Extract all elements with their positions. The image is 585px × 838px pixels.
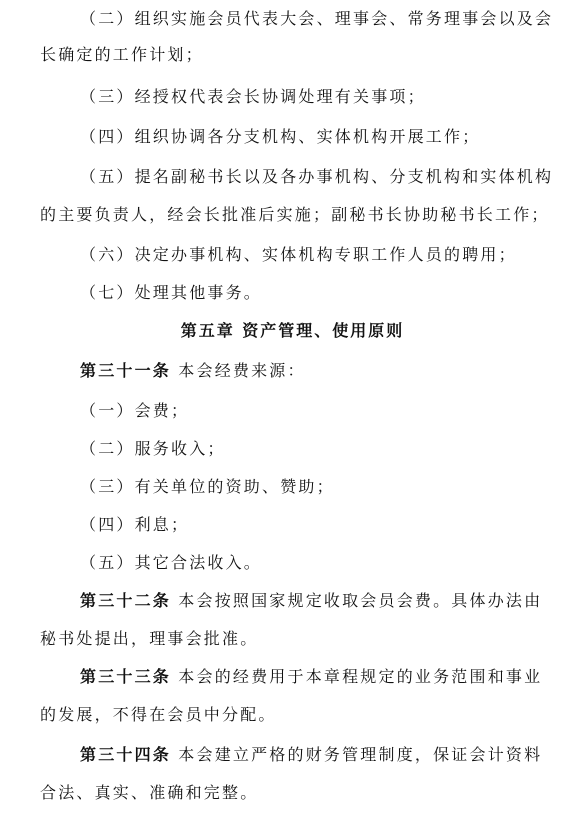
paragraph-line: （二）组织实施会员代表大会、理事会、常务理事会以及会 bbox=[80, 9, 554, 28]
article-text: 本会建立严格的财务管理制度，保证会计资料 bbox=[171, 745, 543, 764]
article-32 bbox=[80, 590, 550, 612]
article-text: 本会的经费用于本章程规定的业务范围和事业 bbox=[171, 667, 543, 686]
article-31 bbox=[80, 360, 550, 382]
paragraph-line: （五）提名副秘书长以及各办事机构、分支机构和实体机构 bbox=[80, 167, 554, 186]
list-item: （四）利息； bbox=[80, 515, 190, 534]
paragraph-line: 的主要负责人，经会长批准后实施；副秘书长协助秘书长工作； bbox=[40, 205, 550, 224]
article-33 bbox=[80, 666, 550, 688]
chapter-title: 第五章 资产管理、使用原则 bbox=[180, 321, 405, 340]
article-label: 第三十一条 bbox=[80, 361, 172, 380]
list-item: （一）会费； bbox=[80, 401, 190, 420]
paragraph-line: （四）组织协调各分支机构、实体机构开展工作； bbox=[80, 127, 481, 146]
list-item: （五）其它合法收入。 bbox=[80, 553, 263, 572]
article-34 bbox=[80, 744, 550, 766]
list-item: （二）服务收入； bbox=[80, 439, 226, 458]
article-label: 第三十三条 bbox=[80, 667, 172, 686]
paragraph-line: （七）处理其他事务。 bbox=[80, 283, 263, 302]
paragraph-line: （六）决定办事机构、实体机构专职工作人员的聘用； bbox=[80, 245, 517, 264]
paragraph-line: 长确定的工作计划； bbox=[40, 45, 204, 64]
paragraph-line: 的发展，不得在会员中分配。 bbox=[40, 705, 277, 724]
list-item: （三）有关单位的资助、赞助； bbox=[80, 477, 335, 496]
paragraph-line: 合法、真实、准确和完整。 bbox=[40, 783, 259, 802]
article-text: 本会按照国家规定收取会员会费。具体办法由 bbox=[171, 591, 543, 610]
paragraph-line: 秘书处提出，理事会批准。 bbox=[40, 629, 259, 648]
article-label: 第三十二条 bbox=[80, 591, 172, 610]
article-label: 第三十四条 bbox=[80, 745, 172, 764]
article-text: 本会经费来源： bbox=[171, 361, 306, 380]
paragraph-line: （三）经授权代表会长协调处理有关事项； bbox=[80, 87, 426, 106]
